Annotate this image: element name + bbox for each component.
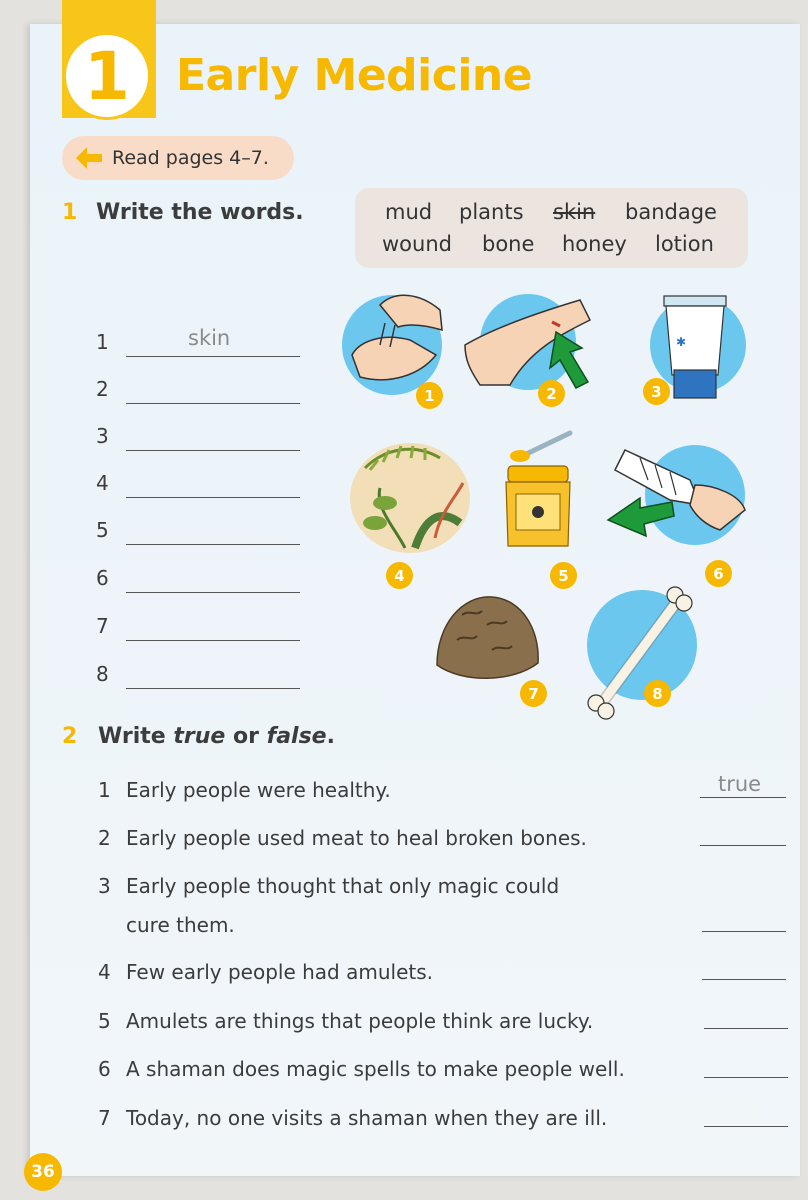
item-number: 5 [96,518,109,542]
answer-line[interactable] [704,1028,788,1029]
word-bank-item: bone [482,232,535,256]
picture-number-badge: 4 [386,562,413,589]
picture-number-badge: 6 [705,560,732,587]
item-number: 8 [96,662,109,686]
exercise-1-instruction: Write the words. [96,200,304,225]
word-bank-item: honey [562,232,627,256]
mud-picture [432,585,542,685]
word-bank [355,188,748,268]
answer-line[interactable] [126,356,300,357]
read-pages-label: Read pages 4–7. [112,147,269,169]
page-title: Early Medicine [176,50,533,101]
word-bank-item: bandage [625,200,717,224]
svg-text:✱: ✱ [676,335,687,349]
picture-number-badge: 7 [520,680,547,707]
picture-number-badge: 5 [550,562,577,589]
answer-line[interactable] [126,450,300,451]
statement: 3 Early people thought that only magic could [98,874,560,898]
picture-number-badge: 8 [644,680,671,707]
plants-picture [345,428,475,558]
statement: 6 A shaman does magic spells to make people well. [98,1057,625,1081]
answer-line[interactable] [702,931,786,932]
answer-line[interactable] [700,797,786,798]
item-number: 6 [96,566,109,590]
answer-line[interactable] [126,688,300,689]
exercise-2-number: 2 [62,724,78,749]
answer-line[interactable] [126,497,300,498]
bone-picture [580,585,700,720]
statement: 1 Early people were healthy. [98,778,391,802]
picture-number-badge: 1 [416,382,443,409]
item-number: 2 [96,377,109,401]
exercise-1-number: 1 [62,200,78,225]
statement-continuation: cure them. [126,913,235,937]
statement: 7 Today, no one visits a shaman when they are ill. [98,1106,608,1130]
answer-line[interactable] [126,544,300,545]
statement: 2 Early people used meat to heal broken bones. [98,826,587,850]
handwritten-answer: skin [188,326,231,350]
honey-jar-picture [498,428,583,558]
item-number: 1 [96,330,109,354]
answer-line[interactable] [126,592,300,593]
item-number: 4 [96,471,109,495]
handwritten-answer: true [718,772,762,796]
word-bank-item: mud [385,200,433,224]
read-pages-pill [62,136,294,180]
word-bank-item: lotion [655,232,714,256]
answer-line[interactable] [704,1126,788,1127]
statement: 4 Few early people had amulets. [98,960,433,984]
arrow-left-icon [76,147,102,169]
exercise-2-instruction: Write true or false. [98,724,335,749]
word-bank-item-crossed: skin [553,200,596,224]
unit-number: 1 [63,32,151,120]
answer-line[interactable] [702,979,786,980]
wound-picture [460,290,595,400]
answer-line[interactable] [704,1077,788,1078]
answer-line[interactable] [700,845,786,846]
answer-line[interactable] [126,640,300,641]
answer-line[interactable] [126,403,300,404]
bandage-picture [600,440,750,560]
picture-number-badge: 3 [643,378,670,405]
statement: 5 Amulets are things that people think are lucky. [98,1009,594,1033]
word-bank-item: wound [382,232,452,256]
page-number: 36 [24,1153,62,1191]
word-bank-item: plants [459,200,524,224]
item-number: 3 [96,424,109,448]
item-number: 7 [96,614,109,638]
picture-number-badge: 2 [538,380,565,407]
